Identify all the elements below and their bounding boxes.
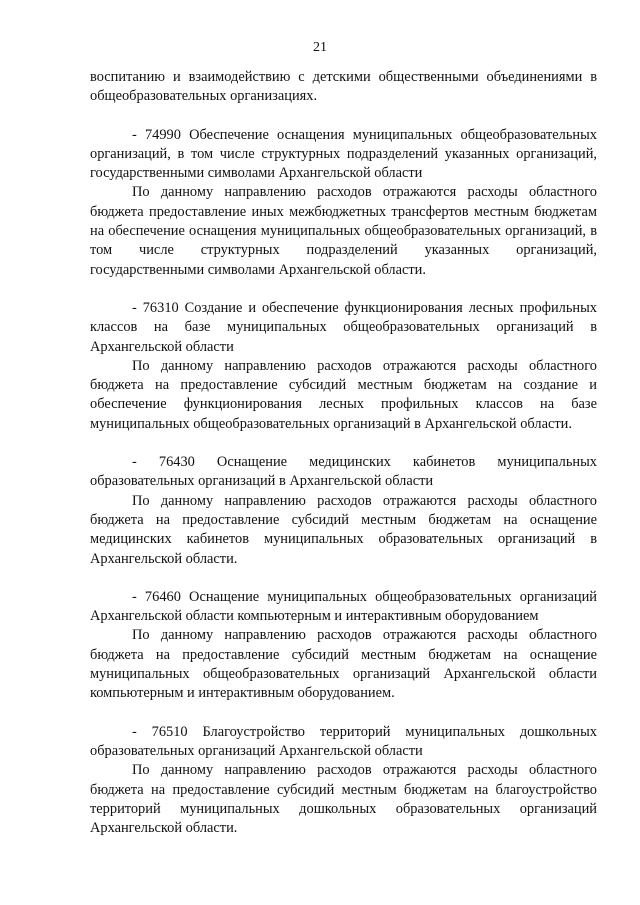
section-body-76510: По данному направлению расходов отражаются расходы областного бюджета на предоставление субсидий местным бюджетам на благоустройство территорий муниципальных дошкольных образовательных организаций Архангельской области. — [90, 762, 597, 837]
page-number: 21 — [313, 40, 327, 55]
section-body-74990: По данному направлению расходов отражаются расходы областного бюджета предоставление иных межбюджетных трансфертов местным бюджетам на обеспечение оснащения муниципальных общеобразовательных организаций, в том числе структурных подразделений указанных организаций, государственными символами Архангельской области. — [90, 184, 597, 278]
spacer — [90, 434, 597, 453]
continuation-paragraph: воспитанию и взаимодействию с детскими общественными объединениями в общеобразовательных организациях. — [90, 69, 597, 105]
section-heading-74990: - 74990 Обеспечение оснащения муниципальных общеобразовательных организаций, в том числе структурных подразделений указанных организаций, государственными символами Архангельской области — [90, 126, 597, 182]
section-body-76310: По данному направлению расходов отражаются расходы областного бюджета на предоставление субсидий местным бюджетам на создание и обеспечение функционирования лесных профильных классов на базе муниципальных общеобразовательных организаций в Архангельской области. — [90, 357, 597, 432]
section-heading-76510: - 76510 Благоустройство территорий муниципальных дошкольных образовательных организаций Архангельской области — [90, 723, 597, 759]
spacer — [90, 107, 597, 126]
document-body — [90, 68, 597, 838]
section-heading-76310: - 76310 Создание и обеспечение функционирования лесных профильных классов на базе муниципальных общеобразовательных организаций в Архангельской области — [90, 299, 597, 355]
spacer — [90, 704, 597, 723]
section-heading-76430: - 76430 Оснащение медицинских кабинетов муниципальных образовательных организаций в Архангельской области — [90, 454, 597, 490]
section-heading-76460: - 76460 Оснащение муниципальных общеобразовательных организаций Архангельской области компьютерным и интерактивным оборудованием — [90, 588, 597, 625]
spacer — [90, 280, 597, 299]
spacer — [90, 569, 597, 588]
section-body-76460: По данному направлению расходов отражаются расходы областного бюджета на предоставление субсидий местным бюджетам на оснащение муниципальных общеобразовательных организаций Архангельской области компьютерным и интерактивным оборудованием. — [90, 627, 597, 702]
section-body-76430: По данному направлению расходов отражаются расходы областного бюджета на предоставление субсидий местным бюджетам на оснащение медицинских кабинетов муниципальных образовательных организаций в Архангельской области. — [90, 492, 597, 567]
